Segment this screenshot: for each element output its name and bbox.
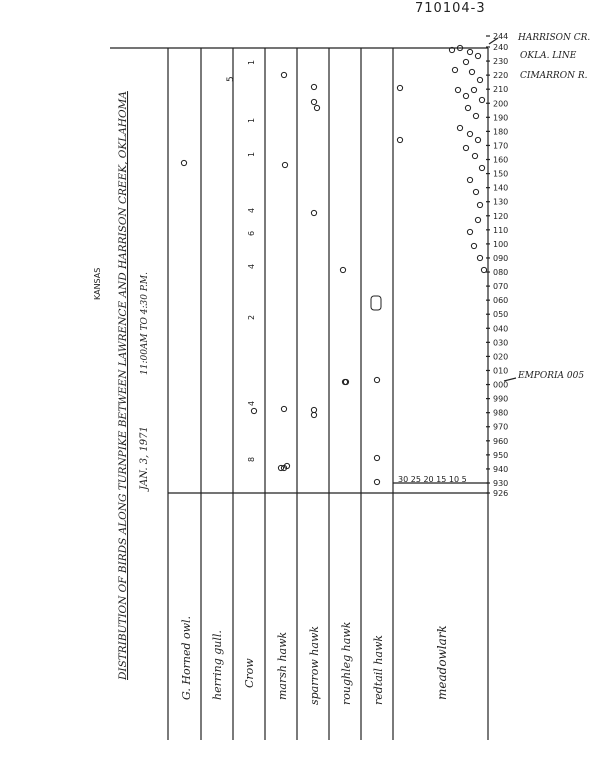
date-label: JAN. 3, 1971 bbox=[139, 426, 150, 490]
species-label-herring-gull: herring gull. bbox=[211, 630, 224, 700]
axis-tick-label: 926 bbox=[493, 489, 509, 498]
axis-tick-label: 230 bbox=[493, 57, 509, 67]
crow-count: 2 bbox=[247, 314, 256, 320]
observation-circle bbox=[479, 97, 484, 102]
time-label: 11:00AM TO 4:30 P.M. bbox=[140, 272, 150, 375]
axis-tick-label: 000 bbox=[493, 380, 509, 390]
axis-tick-label: 940 bbox=[493, 464, 509, 474]
observation-circle bbox=[457, 125, 462, 130]
crow-count: 1 bbox=[247, 117, 256, 123]
observation-circle bbox=[311, 407, 316, 412]
observation-circle bbox=[311, 99, 316, 104]
crow-count: 1 bbox=[247, 59, 256, 65]
crow-count: 6 bbox=[247, 230, 256, 236]
axis-tick-label: 150 bbox=[493, 169, 509, 179]
axis-tick-label: 060 bbox=[493, 296, 509, 306]
axis-tick-label: 140 bbox=[493, 183, 509, 193]
kansas-note: KANSAS bbox=[93, 267, 102, 300]
axis-tick-label: 220 bbox=[493, 71, 509, 81]
crow-count: 4 bbox=[247, 207, 256, 213]
species-label-marsh-hawk: marsh hawk bbox=[276, 631, 289, 700]
observation-circle bbox=[314, 105, 319, 110]
axis-tick-label: 190 bbox=[493, 113, 509, 123]
axis-tick-label: 110 bbox=[493, 225, 509, 235]
observation-marks bbox=[181, 45, 486, 484]
landmark-cimarron-river: CIMARRON R. bbox=[520, 71, 588, 81]
axis-tick-label: 244 bbox=[493, 32, 509, 41]
axis-tick-label: 930 bbox=[493, 479, 509, 488]
herring-gull-count: 5 bbox=[226, 76, 236, 82]
observation-circle bbox=[473, 113, 478, 118]
observation-circle bbox=[251, 408, 256, 413]
scale-label: 30 25 20 15 10 5 bbox=[398, 475, 467, 484]
observation-circle bbox=[467, 229, 472, 234]
observation-circle bbox=[471, 243, 476, 248]
observation-circle bbox=[475, 217, 480, 222]
chart-title: DISTRIBUTION OF BIRDS ALONG TURNPIKE BETWEEN LAWRENCE AND HARRISON CREEK, OKLAHOMA bbox=[117, 91, 129, 680]
species-label-horned-owl: G. Horned owl. bbox=[180, 615, 193, 700]
axis-tick-label: 100 bbox=[493, 239, 509, 249]
observation-circle bbox=[397, 85, 402, 90]
observation-circle bbox=[463, 93, 468, 98]
observation-circle bbox=[467, 49, 472, 54]
observation-circle bbox=[282, 162, 287, 167]
axis-tick-label: 960 bbox=[493, 436, 509, 446]
crow-counts bbox=[247, 60, 256, 462]
observation-circle bbox=[397, 137, 402, 142]
observation-circle bbox=[374, 455, 379, 460]
observation-circle bbox=[374, 377, 379, 382]
observation-circle bbox=[340, 267, 345, 272]
arrow-emporia bbox=[504, 378, 516, 381]
species-label-sparrow-hawk: sparrow hawk bbox=[308, 625, 321, 705]
observation-circle bbox=[467, 131, 472, 136]
observation-circle bbox=[479, 165, 484, 170]
axis-tick-label: 950 bbox=[493, 450, 509, 460]
axis-tick-label: 030 bbox=[493, 338, 509, 348]
axis-tick-label: 130 bbox=[493, 197, 509, 207]
species-label-crow: Crow bbox=[243, 658, 256, 688]
grid-lines bbox=[110, 48, 488, 740]
axis-tick-label: 070 bbox=[493, 282, 509, 292]
observation-circle bbox=[281, 72, 286, 77]
document-id: 710104-3 bbox=[415, 1, 486, 16]
axis-tick-label: 090 bbox=[493, 253, 509, 263]
axis-tick-label: 170 bbox=[493, 141, 509, 151]
observation-circle bbox=[465, 105, 470, 110]
axis-tick-label: 020 bbox=[493, 352, 509, 362]
landmark-harrison-creek: HARRISON CR. bbox=[518, 33, 591, 43]
axis-tick-label: 120 bbox=[493, 211, 509, 221]
crow-count: 4 bbox=[247, 263, 256, 269]
observation-circle bbox=[311, 84, 316, 89]
observation-circle bbox=[311, 210, 316, 215]
species-label-roughleg-hawk: roughleg hawk bbox=[340, 621, 353, 705]
observation-circle bbox=[472, 153, 477, 158]
observation-circle bbox=[463, 145, 468, 150]
crow-count: 4 bbox=[247, 400, 256, 406]
axis-tick-label: 210 bbox=[493, 85, 509, 95]
axis-tick-label: 040 bbox=[493, 324, 509, 334]
axis-tick-label: 980 bbox=[493, 408, 509, 418]
observation-circle bbox=[311, 412, 316, 417]
axis-tick-label: 180 bbox=[493, 127, 509, 137]
observation-circle bbox=[475, 53, 480, 58]
axis-tick-label: 050 bbox=[493, 310, 509, 320]
observation-circle bbox=[471, 87, 476, 92]
observation-circle bbox=[281, 406, 286, 411]
observation-circle bbox=[452, 67, 457, 72]
observation-circle bbox=[475, 137, 480, 142]
observation-group-marker bbox=[371, 296, 381, 310]
crow-count: 1 bbox=[247, 151, 256, 157]
axis-tick-label: 080 bbox=[493, 268, 509, 278]
landmark-okla-line: OKLA. LINE bbox=[520, 51, 577, 61]
axis-tick-label: 010 bbox=[493, 366, 509, 376]
observation-circle bbox=[181, 160, 186, 165]
milepost-axis bbox=[486, 32, 508, 498]
species-label-redtail-hawk: redtail hawk bbox=[372, 634, 385, 705]
observation-circle bbox=[477, 77, 482, 82]
landmark-emporia: EMPORIA 005 bbox=[518, 371, 585, 381]
observation-circle bbox=[473, 189, 478, 194]
observation-circle bbox=[374, 479, 379, 484]
species-label-meadowlark: meadowlark bbox=[435, 625, 449, 700]
observation-circle bbox=[477, 255, 482, 260]
axis-tick-label: 160 bbox=[493, 155, 509, 165]
observation-circle bbox=[455, 87, 460, 92]
axis-tick-label: 990 bbox=[493, 394, 509, 404]
observation-circle bbox=[481, 267, 486, 272]
observation-circle bbox=[469, 69, 474, 74]
observation-circle bbox=[463, 59, 468, 64]
observation-circle bbox=[477, 202, 482, 207]
axis-tick-label: 200 bbox=[493, 99, 509, 109]
axis-tick-label: 240 bbox=[493, 43, 509, 52]
axis-tick-label: 970 bbox=[493, 422, 509, 432]
crow-count: 8 bbox=[247, 456, 256, 462]
observation-circle bbox=[467, 177, 472, 182]
